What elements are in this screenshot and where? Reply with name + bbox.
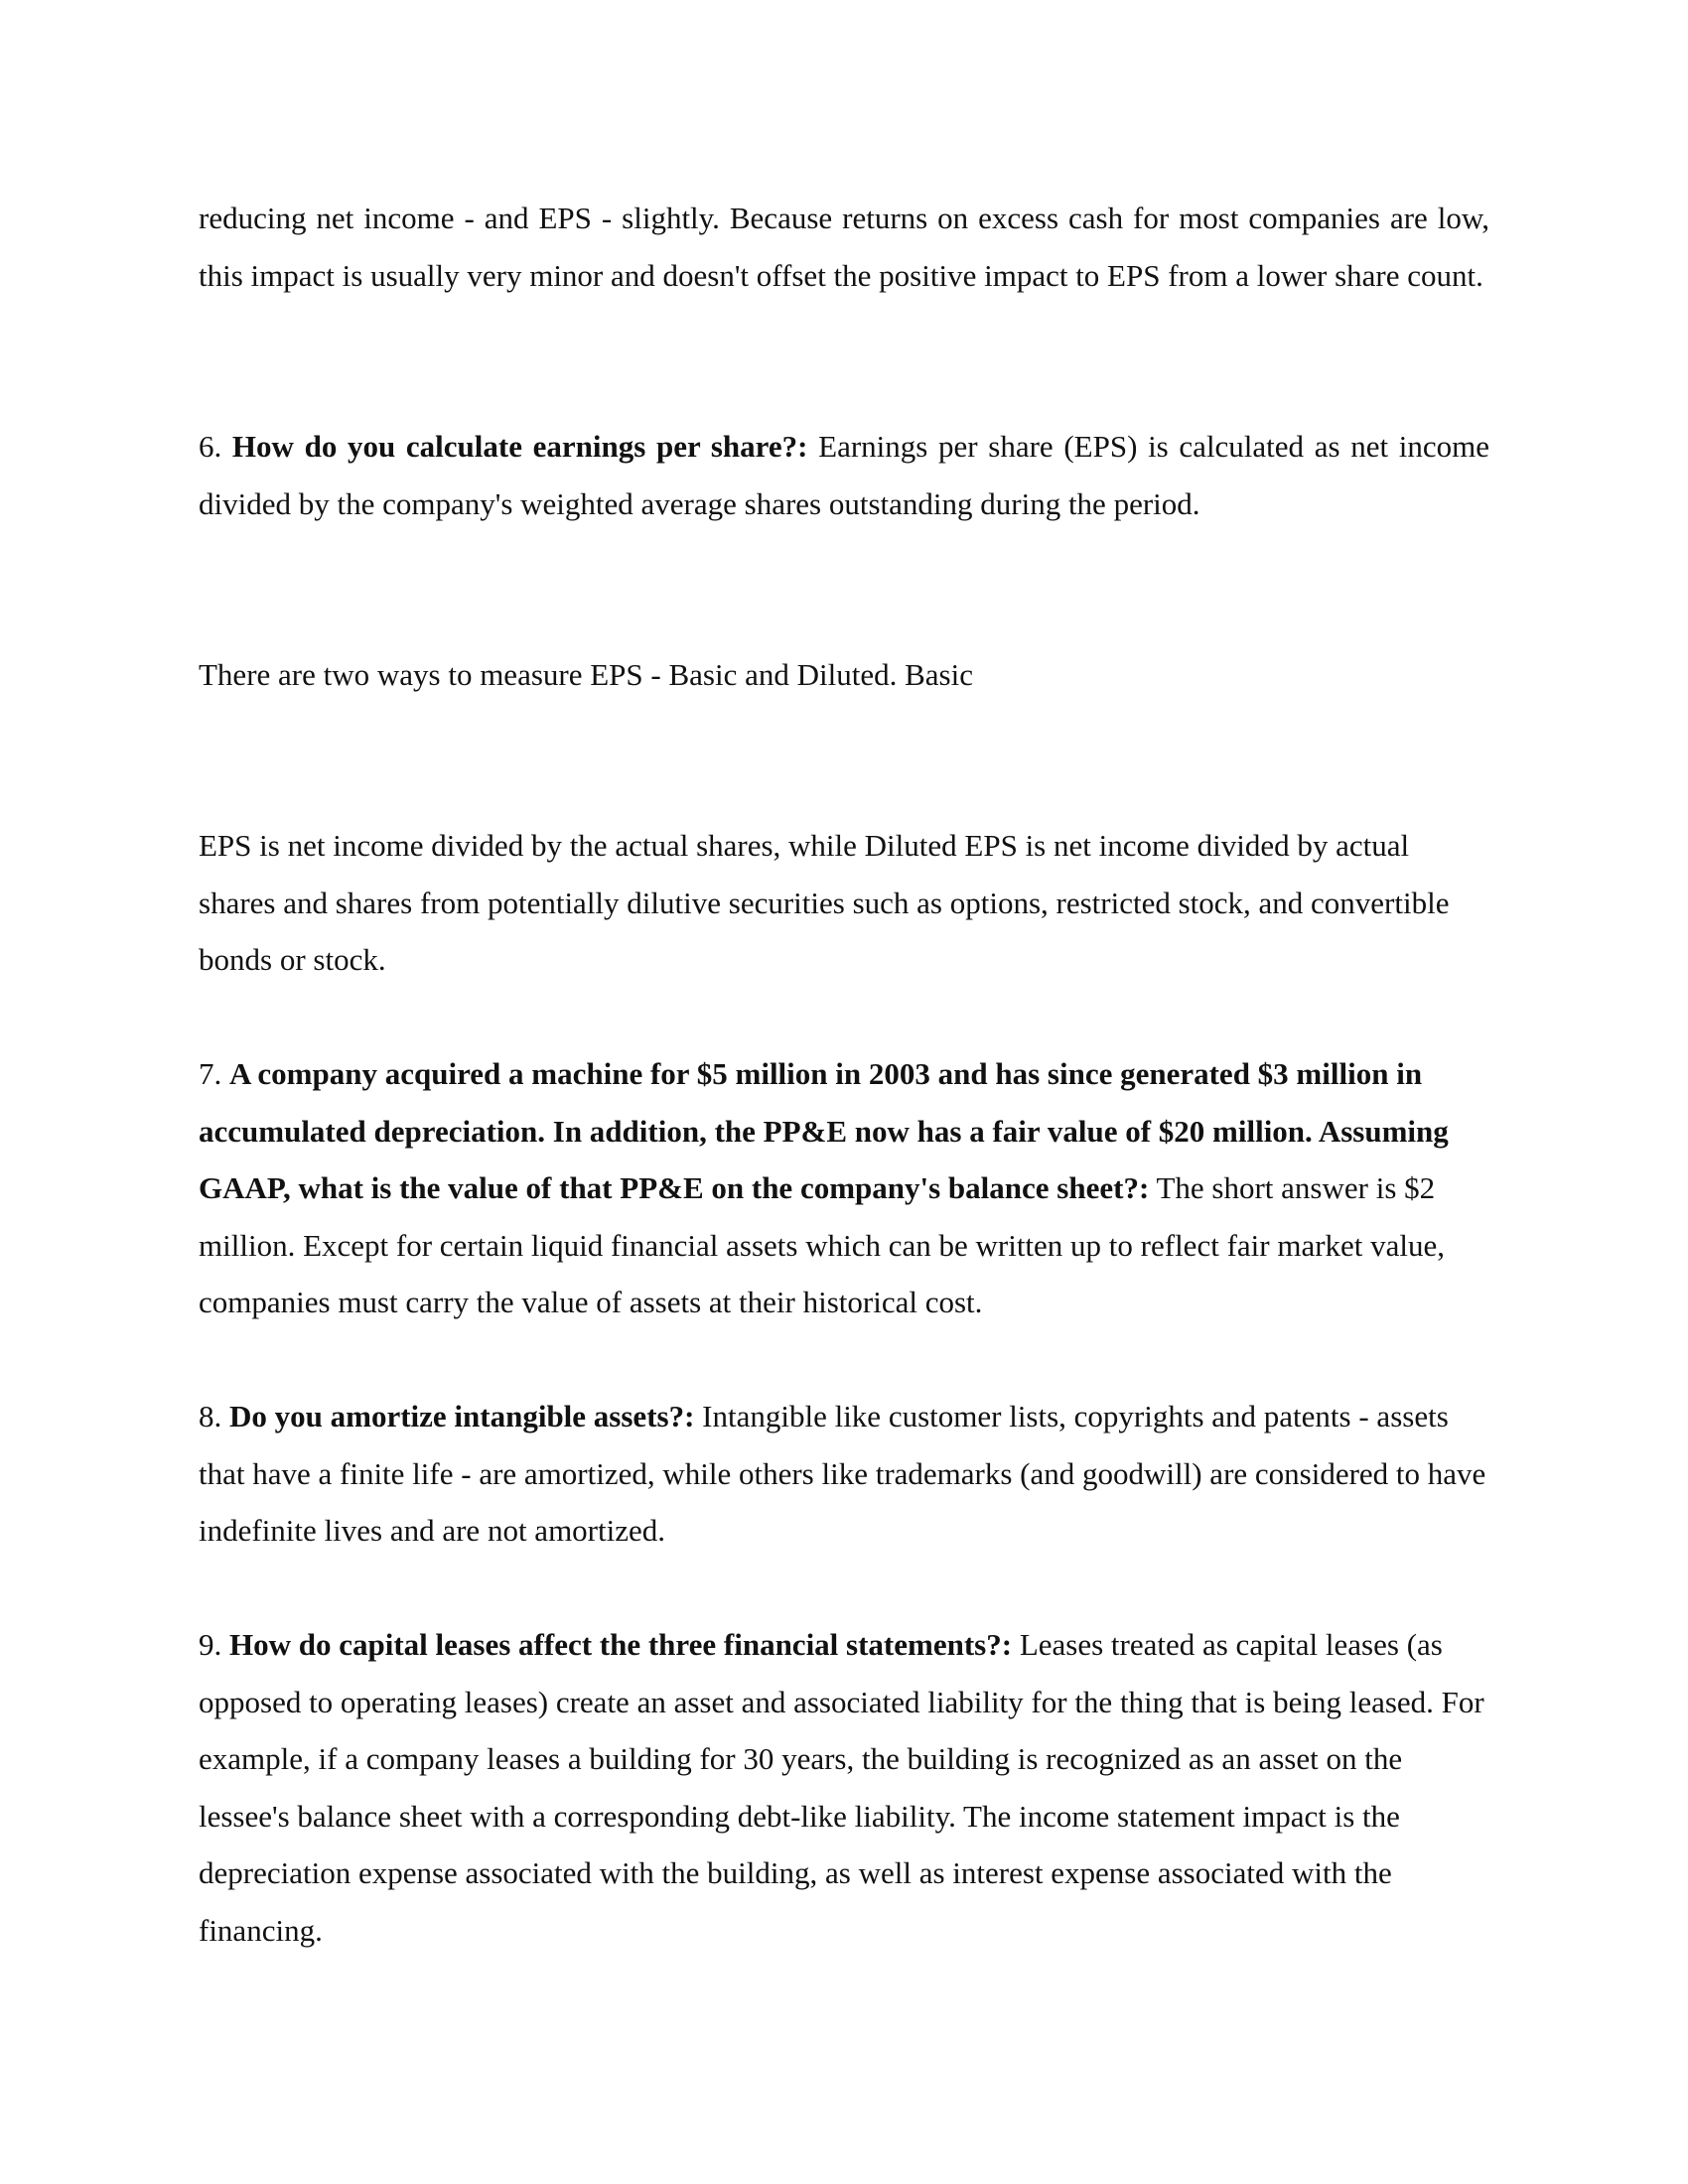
paragraph-continuation-text: reducing net income - and EPS - slightly. Because returns on excess cash for most companies are low, this impact is usually very minor and doesn't offset the positive impact to EPS from a lower share count.	[199, 201, 1489, 293]
paragraph-eps-ways	[199, 646, 1489, 704]
question-8-number: 8.	[199, 1399, 222, 1433]
question-6-title: How do you calculate earnings per share?:	[231, 429, 808, 464]
paragraph-eps-ways-text: There are two ways to measure EPS - Basic and Diluted. Basic	[199, 657, 973, 692]
paragraph-eps-definition	[199, 817, 1489, 989]
question-6-number: 6.	[199, 429, 222, 464]
question-8-title: Do you amortize intangible assets?:	[229, 1399, 695, 1433]
question-8-answer: Intangible like customer lists, copyrights and patents - assets that have a finite life - are amortized, while others like trademarks (and goodwill) are considered to have indefinite lives and are not amortized.	[199, 1399, 1486, 1548]
paragraph-eps-definition-text: EPS is net income divided by the actual shares, while Diluted EPS is net income divided by actual shares and shares from potentially dilutive securities such as options, restricted stock, and convertible bonds or stock.	[199, 828, 1450, 977]
question-8	[199, 1388, 1489, 1560]
question-7	[199, 1045, 1489, 1331]
question-9	[199, 1616, 1489, 1959]
question-7-title: A company acquired a machine for $5 million in 2003 and has since generated $3 million in accumulated depreciation. In addition, the PP&E now has a fair value of $20 million. Assuming GAAP, what is the value of that PP&E on the company's balance sheet?:	[199, 1056, 1449, 1205]
question-6-answer: Earnings per share (EPS) is calculated as net income divided by the company's weighted average shares outstanding during the period.	[199, 429, 1490, 521]
question-7-answer: The short answer is $2 million. Except for certain liquid financial assets which can be written up to reflect fair market value, companies must carry the value of assets at their historical cost.	[199, 1170, 1446, 1319]
question-9-answer: Leases treated as capital leases (as opposed to operating leases) create an asset and associated liability for the thing that is being leased. For example, if a company leases a building for 30 years, the building is recognized as an asset on the lessee's balance sheet with a corresponding debt-like liability. The income statement impact is the depreciation expense associated with the building, as well as interest expense associated with the financing.	[199, 1627, 1484, 1948]
question-9-title: How do capital leases affect the three financial statements?:	[229, 1627, 1013, 1662]
question-6	[199, 418, 1489, 532]
paragraph-continuation	[199, 190, 1489, 304]
question-7-number: 7.	[199, 1056, 222, 1091]
question-9-number: 9.	[199, 1627, 222, 1662]
